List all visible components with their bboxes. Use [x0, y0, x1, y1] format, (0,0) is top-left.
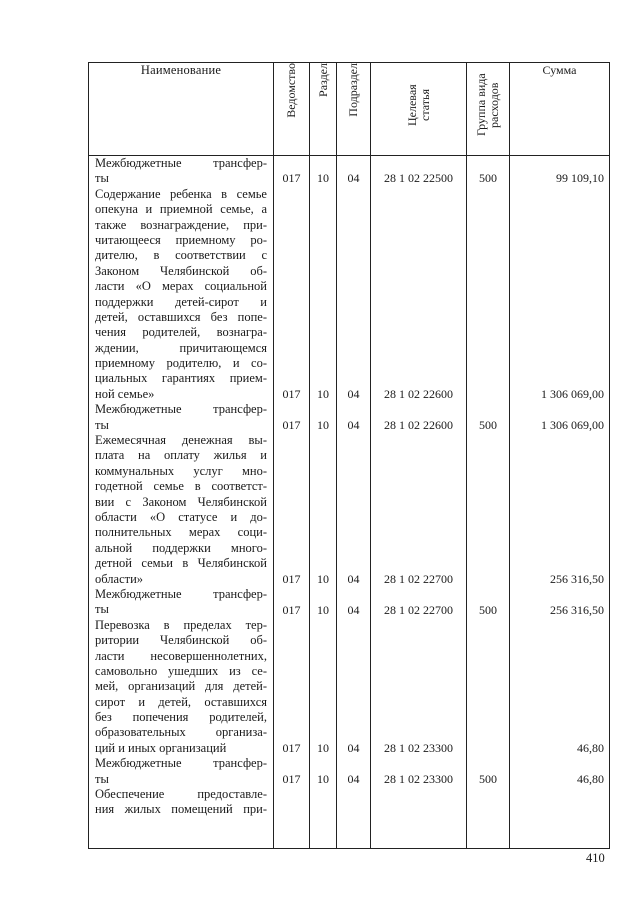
vedomstvo-value: 017 — [282, 602, 301, 617]
celevaya-statya-column — [371, 156, 467, 849]
celevaya-statya-value: 28 1 02 23300 — [384, 741, 453, 756]
name-line: Законом Челябинской об- — [95, 263, 267, 278]
razdel-value: 10 — [317, 602, 329, 617]
podrazdel-column — [337, 156, 371, 849]
header-celevaya-line2: статья — [417, 89, 432, 121]
podrazdel-value: 04 — [347, 417, 360, 432]
vedomstvo-value: 017 — [282, 387, 301, 401]
vid-rashodov-value — [467, 572, 509, 587]
name-line: области «О статусе и до- — [95, 509, 267, 524]
summa-value: 256 316,50 — [550, 602, 604, 617]
name-line: плата на оплату жилья и — [95, 448, 267, 463]
name-line: ты — [95, 771, 109, 786]
budget-table — [88, 62, 610, 849]
name-line: Содержание ребенка в семье — [95, 186, 267, 201]
header-vedomstvo-label: Ведомство — [284, 63, 298, 118]
name-line: детной семьи в Челябинской — [95, 556, 267, 571]
celevaya-statya-value: 28 1 02 22600 — [384, 387, 453, 401]
vedomstvo-value: 017 — [282, 171, 301, 186]
celevaya-statya-value: 28 1 02 23300 — [384, 772, 453, 786]
vid-rashodov-value — [467, 387, 509, 402]
name-line: ждении, причитающемся — [95, 340, 267, 355]
header-celevaya-label — [406, 63, 432, 147]
razdel-value: 10 — [317, 571, 329, 586]
summa-value: 1 306 069,00 — [541, 387, 604, 401]
name-line: Межбюджетные трансфер- — [95, 156, 267, 170]
vid-rashodov-value: 500 — [479, 417, 497, 432]
vid-rashodov-value — [467, 741, 509, 756]
header-podrazdel-label: Подраздел — [346, 63, 360, 117]
name-line: ласти «О мерах социальной — [95, 279, 267, 294]
vedomstvo-value: 017 — [282, 741, 301, 756]
vedomstvo-value: 017 — [282, 571, 301, 586]
summa-value: 46,80 — [577, 772, 604, 786]
podrazdel-value: 04 — [347, 741, 360, 756]
celevaya-statya-value: 28 1 02 22700 — [384, 571, 453, 586]
celevaya-statya-value: 28 1 02 22500 — [384, 171, 453, 186]
podrazdel-value: 04 — [347, 387, 360, 401]
celevaya-statya-value: 28 1 02 22700 — [384, 602, 453, 617]
summa-value: 256 316,50 — [550, 571, 604, 586]
name-line: Перевозка в пределах тер- — [95, 617, 267, 632]
header-gruppa-label — [475, 63, 501, 147]
header-summa: Сумма — [510, 63, 610, 156]
name-line: вии с Законом Челябинской — [95, 494, 267, 509]
summa-value: 46,80 — [577, 741, 604, 756]
name-line: Межбюджетные трансфер- — [95, 756, 267, 771]
name-column — [89, 156, 274, 849]
name-line: опекуна и приемной семье, а — [95, 202, 267, 217]
razdel-value: 10 — [317, 171, 329, 186]
name-line: альной поддержки много- — [95, 540, 267, 555]
razdel-column — [310, 156, 337, 849]
podrazdel-value: 04 — [347, 571, 360, 586]
summa-value: 99 109,10 — [556, 171, 604, 186]
header-celevaya-line1: Целевая — [404, 84, 419, 126]
name-line: ты — [95, 171, 109, 186]
page-number: 410 — [586, 851, 605, 865]
name-line: сирот и детей, оставшихся — [95, 694, 267, 709]
podrazdel-value: 04 — [347, 772, 360, 786]
vid-rashodov-column — [467, 156, 510, 849]
name-line: образовательных организа- — [95, 725, 267, 740]
razdel-value: 10 — [317, 741, 329, 756]
name-line: ты — [95, 602, 109, 617]
name-line: Межбюджетные трансфер- — [95, 586, 267, 601]
vedomstvo-value: 017 — [282, 772, 301, 786]
summa-value: 1 306 069,00 — [541, 417, 604, 432]
table-header-row — [89, 63, 610, 156]
header-gruppa-vida-rashodov — [467, 63, 510, 156]
name-text — [95, 156, 267, 818]
name-line: ритории Челябинской об- — [95, 633, 267, 648]
header-gruppa-line1: Группа вида — [474, 73, 488, 137]
vid-rashodov-value: 500 — [479, 602, 497, 617]
name-line: коммунальных услуг мно- — [95, 463, 267, 478]
vid-rashodov-value: 500 — [479, 772, 497, 786]
name-line: поддержки детей-сирот и — [95, 294, 267, 309]
name-line: дителю, в соответствии с — [95, 248, 267, 263]
summa-column — [510, 156, 610, 849]
name-line: мей, организаций для детей- — [95, 679, 267, 694]
name-line: области» — [95, 571, 144, 586]
name-line: циальных гарантиях прием- — [95, 371, 267, 386]
razdel-value: 10 — [317, 772, 329, 786]
header-name: Наименование — [89, 63, 274, 156]
header-razdel-label: Раздел — [315, 63, 330, 97]
name-line: ния жилых помещений при- — [95, 802, 267, 817]
name-line: также вознаграждение, при- — [95, 217, 267, 232]
name-line: самовольно ушедших из се- — [95, 663, 267, 678]
podrazdel-value: 04 — [347, 602, 360, 617]
razdel-value: 10 — [317, 387, 329, 401]
name-line: детей, оставшихся без попе- — [95, 309, 267, 324]
podrazdel-value: 04 — [347, 171, 360, 186]
name-line: чения родителей, вознагра- — [95, 325, 267, 340]
name-line: приемному родителю, и со- — [95, 356, 267, 371]
header-razdel — [310, 63, 337, 156]
vid-rashodov-value: 500 — [479, 171, 497, 186]
header-podrazdel — [337, 63, 371, 156]
name-line: читающееся приемному ро- — [95, 232, 267, 247]
name-line: ласти несовершеннолетних, — [95, 648, 267, 663]
name-line: Обеспечение предоставле- — [95, 787, 267, 802]
table-body-row — [89, 156, 610, 849]
header-gruppa-line2: расходов — [487, 82, 501, 128]
name-line: Ежемесячная денежная вы- — [95, 433, 267, 448]
celevaya-statya-value: 28 1 02 22600 — [384, 417, 453, 432]
vedomstvo-value: 017 — [282, 417, 301, 432]
name-line: без попечения родителей, — [95, 710, 267, 725]
name-line: полнительных мерах соци- — [95, 525, 267, 540]
razdel-value: 10 — [317, 417, 329, 432]
header-celevaya-statya — [371, 63, 467, 156]
name-line: ной семье» — [95, 386, 155, 401]
vedomstvo-column — [274, 156, 310, 849]
header-vedomstvo — [274, 63, 310, 156]
name-line: ций и иных организаций — [95, 740, 227, 755]
name-line: Межбюджетные трансфер- — [95, 402, 267, 417]
name-line: ты — [95, 417, 109, 432]
name-line: годетной семье в соответст- — [95, 479, 267, 494]
